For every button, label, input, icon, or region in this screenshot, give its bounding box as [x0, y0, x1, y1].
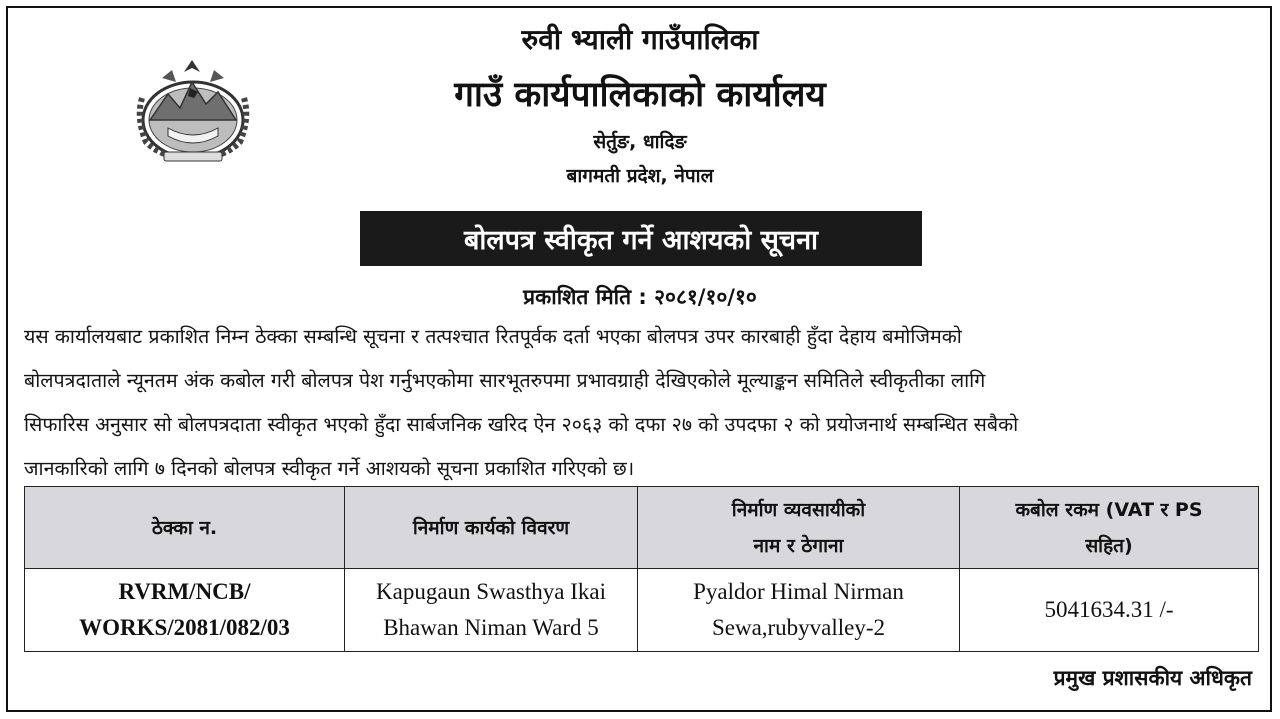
notice-title-banner — [360, 211, 922, 266]
published-date: प्रकाशित मिति : २०८१/१०/१० — [523, 285, 757, 309]
contract-table — [24, 486, 1259, 652]
office-address: सेर्तुङ, धादिङ — [593, 131, 687, 153]
municipality-name: रुवी भ्याली गाउँपालिका — [521, 23, 759, 56]
notice-body-line-3: सिफारिस अनुसार सो बोलपत्रदाता स्वीकृत भएको हुँदा सार्बजनिक खरिद ऐन २०६३ को दफा २७ को उपदफा २ को प्रयोजनार्थ सम्बन्धित सबैको — [24, 413, 1019, 436]
header-work-description: निर्माण कार्यको विवरण — [345, 487, 638, 569]
cell-work-description: Kapugaun Swasthya Ikai Bhawan Niman Ward 5 — [345, 569, 638, 652]
notice-body-line-1: यस कार्यालयबाट प्रकाशित निम्न ठेक्का सम्बन्धि सूचना र तत्पश्चात रितपूर्वक दर्ता भएका बोलपत्र उपर कारबाही हुँदा देहाय बमोजिमको — [24, 325, 962, 348]
table-row — [25, 569, 1259, 652]
notice-body-line-4: जानकारिको लागि ७ दिनको बोलपत्र स्वीकृत गर्ने आशयको सूचना प्रकाशित गरिएको छ। — [24, 457, 635, 480]
table-header-row — [25, 487, 1259, 569]
cell-contractor: Pyaldor Himal Nirman Sewa,rubyvalley-2 — [638, 569, 960, 652]
province-country: बागमती प्रदेश, नेपाल — [566, 165, 714, 187]
cell-contract-no: RVRM/NCB/ WORKS/2081/082/03 — [25, 569, 345, 652]
notice-title: बोलपत्र स्वीकृत गर्ने आशयको सूचना — [463, 225, 819, 256]
header-contract-no: ठेक्का न. — [25, 487, 345, 569]
header-contractor: निर्माण व्यवसायीको नाम र ठेगाना — [638, 487, 960, 569]
notice-body-line-2: बोलपत्रदाताले न्यूनतम अंक कबोल गरी बोलपत्र पेश गर्नुभएकोमा सारभूतरुपमा प्रभावग्राही देखिएकोले मूल्याङ्कन समितिले स्वीकृतीका लागि — [24, 369, 986, 392]
office-title: गाउँ कार्यपालिकाको कार्यालय — [454, 75, 826, 115]
cell-bid-amount: 5041634.31 /- — [960, 569, 1259, 652]
signatory-title: प्रमुख प्रशासकीय अधिकृत — [1053, 666, 1252, 690]
header-bid-amount: कबोल रकम (VAT र PS सहित) — [960, 487, 1259, 569]
